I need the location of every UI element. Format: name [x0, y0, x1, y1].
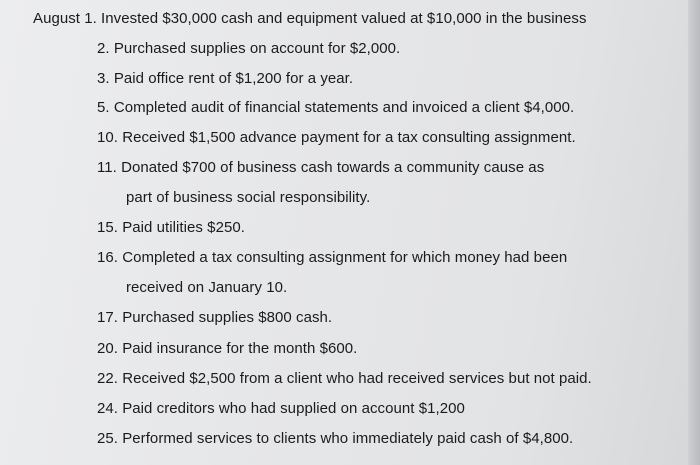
transaction-line-11-continued: part of business social responsibility. — [126, 189, 371, 206]
transaction-line-2: 2. Purchased supplies on account for $2,000. — [97, 40, 401, 57]
transaction-line-17: 17. Purchased supplies $800 cash. — [97, 309, 333, 326]
transaction-line-5: 5. Completed audit of financial statements and invoiced a client $4,000. — [97, 99, 575, 116]
transaction-line-1 — [33, 10, 587, 27]
transaction-line-11: 11. Donated $700 of business cash towards a community cause as — [97, 159, 545, 176]
transaction-line-25: 25. Performed services to clients who immediately paid cash of $4,800. — [97, 430, 574, 447]
transaction-line-24: 24. Paid creditors who had supplied on account $1,200 — [97, 400, 465, 417]
transaction-line-22: 22. Received $2,500 from a client who had received services but not paid. — [97, 370, 592, 387]
transaction-line-3: 3. Paid office rent of $1,200 for a year. — [97, 70, 354, 87]
page-edge-shadow — [688, 0, 700, 465]
transaction-line-10: 10. Received $1,500 advance payment for a tax consulting assignment. — [97, 129, 576, 146]
transaction-line-16-continued: received on January 10. — [126, 279, 288, 296]
transaction-line-16: 16. Completed a tax consulting assignment for which money had been — [97, 249, 568, 266]
transaction-text: ugust 1. Invested $30,000 cash and equipment valued at $10,000 in the business — [43, 10, 587, 27]
heading-lead-letter: A — [33, 10, 44, 27]
transaction-line-15: 15. Paid utilities $250. — [97, 219, 245, 236]
transaction-line-20: 20. Paid insurance for the month $600. — [97, 340, 358, 357]
